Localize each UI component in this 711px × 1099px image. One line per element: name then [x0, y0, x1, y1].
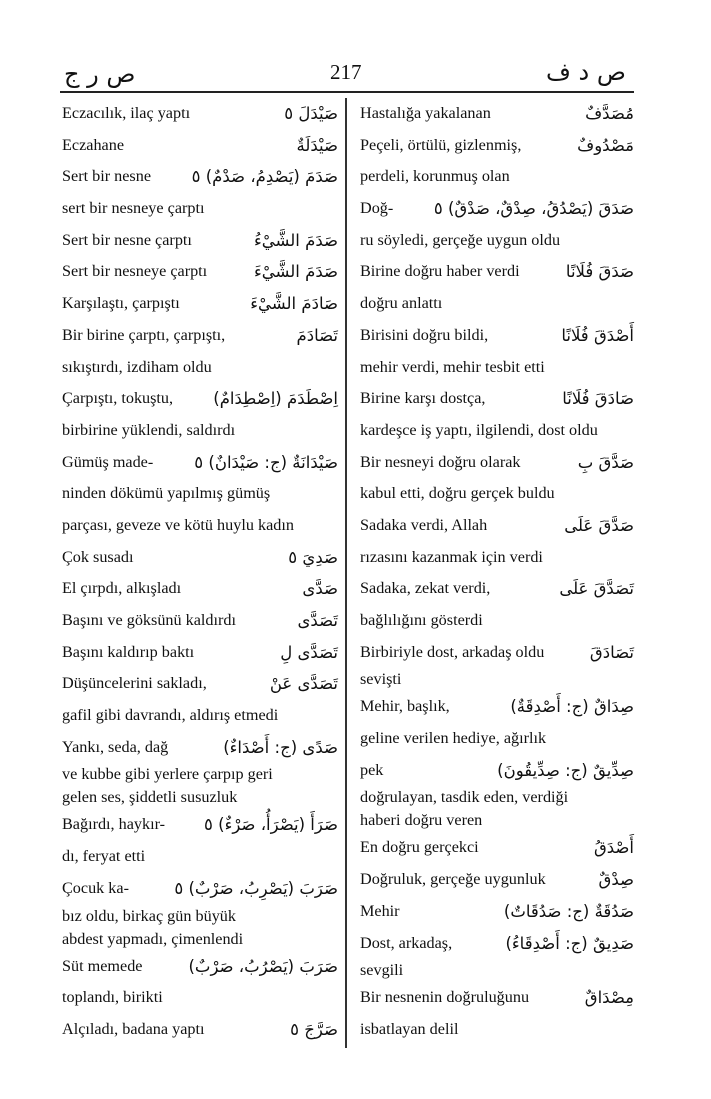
arabic-headword: صِدْقٌ	[598, 870, 634, 890]
dictionary-line	[360, 447, 634, 479]
turkish-definition: sevişti	[360, 670, 402, 689]
turkish-definition: toplandı, birikti	[62, 988, 163, 1007]
turkish-definition: haberi doğru veren	[360, 811, 483, 830]
arabic-headword: صَرَأَ (يَصْرَأُ، صَرْءٌ) ٥	[204, 815, 338, 835]
dictionary-line	[62, 320, 338, 352]
turkish-definition: ve kubbe gibi yerlere çarpıp geri	[62, 765, 273, 784]
dictionary-line	[360, 691, 634, 723]
turkish-definition: Sert bir nesneye çarptı	[62, 262, 208, 281]
turkish-definition: mehir verdi, mehir tesbit etti	[360, 357, 545, 376]
turkish-definition: Bir nesnenin doğruluğunu	[360, 988, 530, 1007]
dictionary-line	[62, 637, 338, 669]
turkish-definition: Doğ-	[360, 199, 394, 218]
turkish-definition: Yankı, seda, dağ	[62, 737, 169, 756]
arabic-headword: صَيْدَلَ ٥	[284, 104, 338, 123]
dictionary-line	[360, 755, 634, 787]
dictionary-line	[360, 161, 634, 193]
turkish-definition: sevgili	[360, 961, 404, 980]
turkish-definition: sert bir nesneye çarptı	[62, 199, 205, 218]
arabic-headword: اِصْطَدَمَ (اِصْطِدَامٌ)	[213, 389, 338, 409]
turkish-definition: ru söyledi, gerçeğe uygun oldu	[360, 230, 561, 249]
dictionary-line	[360, 605, 634, 637]
turkish-definition: ninden dökümü yapılmış gümüş	[62, 484, 271, 503]
arabic-headword: صَدَقَ فُلَانًا	[565, 262, 634, 282]
turkish-definition: Süt memede	[62, 956, 143, 975]
dictionary-line	[62, 98, 338, 130]
dictionary-line	[360, 130, 634, 162]
turkish-definition: parçası, geveze ve kötü huylu kadın	[62, 515, 294, 534]
dictionary-line	[360, 256, 634, 288]
header-left-letters: ص ر ج	[64, 60, 136, 88]
turkish-definition: Karşılaştı, çarpıştı	[62, 294, 180, 313]
turkish-definition: El çırpdı, alkışladı	[62, 579, 182, 598]
arabic-headword: صَرَّجَ ٥	[290, 1019, 338, 1039]
turkish-definition: Sert bir nesne	[62, 167, 152, 186]
dictionary-line	[360, 982, 634, 1014]
arabic-headword: صِدِّيقٌ (ج: صِدِّيقُونَ)	[497, 760, 634, 780]
arabic-headword: تَصَدَّى	[297, 611, 338, 630]
dictionary-line	[62, 478, 338, 510]
dictionary-line	[360, 928, 634, 960]
arabic-headword: صَدَّقَ عَلَى	[564, 515, 634, 535]
dictionary-line	[360, 383, 634, 415]
arabic-headword: تَصَدَّى لِ	[280, 642, 338, 662]
arabic-headword: تَصَادَمَ	[296, 325, 338, 345]
dictionary-line	[62, 732, 338, 764]
arabic-headword: أَصْدَقَ فُلَانًا	[561, 325, 634, 345]
dictionary-line	[360, 668, 634, 691]
turkish-definition: Eczahane	[62, 135, 124, 154]
turkish-definition: birbirine yüklendi, saldırdı	[62, 420, 236, 439]
dictionary-line	[62, 415, 338, 447]
dictionary-line	[360, 864, 634, 896]
arabic-headword: صَدُقَةٌ (ج: صَدُقَاتٌ)	[503, 901, 634, 921]
turkish-definition: bız oldu, birkaç gün büyük	[62, 906, 236, 925]
arabic-headword: مَصْدُوفٌ	[577, 135, 634, 155]
turkish-definition: Bir birine çarptı, çarpıştı,	[62, 325, 226, 344]
dictionary-line	[62, 542, 338, 574]
header-right-letters: ص د ف	[546, 58, 626, 86]
dictionary-line	[360, 959, 634, 982]
dictionary-line	[62, 905, 338, 928]
dictionary-line	[360, 896, 634, 928]
turkish-definition: Mehir	[360, 901, 400, 920]
dictionary-line	[62, 510, 338, 542]
dictionary-line	[62, 573, 338, 605]
dictionary-line	[62, 130, 338, 162]
turkish-definition: Sadaka, zekat verdi,	[360, 579, 491, 598]
turkish-definition: Sert bir nesne çarptı	[62, 230, 192, 249]
dictionary-line	[62, 288, 338, 320]
turkish-definition: Sadaka verdi, Allah	[360, 515, 488, 534]
dictionary-line	[62, 841, 338, 873]
dictionary-line	[360, 809, 634, 832]
dictionary-line	[62, 786, 338, 809]
turkish-definition: Bağırdı, haykır-	[62, 815, 166, 834]
arabic-headword: تَصَدَّقَ عَلَى	[559, 579, 634, 599]
dictionary-line	[62, 447, 338, 479]
arabic-headword: أَصْدَقُ	[593, 838, 634, 858]
turkish-definition: Peçeli, örtülü, gizlenmiş,	[360, 135, 522, 154]
dictionary-line	[62, 383, 338, 415]
arabic-headword: صَدِيقٌ (ج: أَصْدِقَاءُ)	[505, 933, 634, 953]
page-number: 217	[330, 60, 362, 84]
dictionary-line	[62, 700, 338, 732]
turkish-definition: Başını kaldırıp baktı	[62, 642, 195, 661]
dictionary-line	[360, 637, 634, 669]
dictionary-line	[62, 668, 338, 700]
dictionary-line	[360, 786, 634, 809]
turkish-definition: Başını ve göksünü kaldırdı	[62, 611, 236, 629]
dictionary-line	[62, 225, 338, 257]
dictionary-line	[62, 809, 338, 841]
turkish-definition: pek	[360, 760, 384, 779]
dictionary-line	[62, 605, 338, 637]
arabic-headword: صَدًى (ج: أَصْدَاءٌ)	[223, 737, 338, 757]
arabic-headword: تَصَدَّى عَنْ	[269, 674, 338, 694]
turkish-definition: Düşüncelerini sakladı,	[62, 674, 207, 693]
dictionary-line	[360, 98, 634, 130]
arabic-headword: صَيْدَلَةٌ	[296, 135, 338, 155]
turkish-definition: Mehir, başlık,	[360, 697, 450, 716]
dictionary-line	[360, 542, 634, 574]
dictionary-line	[62, 982, 338, 1014]
column-divider	[345, 98, 347, 1048]
turkish-definition: Alçıladı, badana yaptı	[62, 1019, 205, 1038]
turkish-definition: Dost, arkadaş,	[360, 933, 453, 952]
arabic-headword: صَدَّقَ بِ	[577, 452, 634, 472]
arabic-headword: صَرَبَ (يَصْرُبُ، صَرْبٌ)	[188, 956, 338, 976]
dictionary-line	[360, 478, 634, 510]
dictionary-line	[360, 1014, 634, 1046]
turkish-definition: Çarpıştı, tokuştu,	[62, 389, 174, 408]
dictionary-line	[62, 873, 338, 905]
turkish-definition: rızasını kazanmak için verdi	[360, 547, 543, 566]
turkish-definition: Gümüş made-	[62, 452, 154, 471]
dictionary-line	[360, 573, 634, 605]
turkish-definition: Eczacılık, ilaç yaptı	[62, 104, 191, 122]
turkish-definition: kabul etti, doğru gerçek buldu	[360, 484, 555, 503]
dictionary-line	[62, 256, 338, 288]
arabic-headword: صَدَّى	[302, 579, 338, 599]
turkish-definition: Doğruluk, gerçeğe uygunluk	[360, 870, 546, 889]
arabic-headword: مِصْدَاقٌ	[584, 988, 634, 1008]
turkish-definition: isbatlayan delil	[360, 1019, 459, 1038]
dictionary-line	[360, 723, 634, 755]
dictionary-line	[62, 352, 338, 384]
turkish-definition: abdest yapmadı, çimenlendi	[62, 929, 244, 948]
turkish-definition: dı, feryat etti	[62, 847, 146, 866]
turkish-definition: En doğru gerçekci	[360, 838, 479, 857]
turkish-definition: sıkıştırdı, izdiham oldu	[62, 357, 212, 376]
arabic-headword: صَدَقَ (يَصْدُقُ، صِدْقٌ، صَدْقٌ) ٥	[433, 199, 634, 219]
dictionary-line	[360, 225, 634, 257]
turkish-definition: Çok susadı	[62, 547, 134, 566]
turkish-definition: Birbiriyle dost, arkadaş oldu	[360, 642, 545, 661]
turkish-definition: Bir nesneyi doğru olarak	[360, 452, 521, 471]
dictionary-line	[62, 951, 338, 983]
arabic-headword: صَدِيَ ٥	[288, 547, 338, 567]
turkish-definition: Birine karşı dostça,	[360, 389, 486, 408]
dictionary-line	[360, 352, 634, 384]
arabic-headword: صَدَمَ (يَصْدِمُ، صَدْمٌ) ٥	[191, 167, 338, 187]
dictionary-line	[360, 320, 634, 352]
dictionary-line	[62, 763, 338, 786]
arabic-headword: تَصَادَقَ	[589, 642, 634, 662]
dictionary-line	[360, 510, 634, 542]
turkish-definition: doğrulayan, tasdik eden, verdiği	[360, 788, 569, 807]
turkish-definition: doğru anlattı	[360, 294, 443, 313]
right-column	[360, 98, 634, 1046]
arabic-headword: صِدَاقٌ (ج: أَصْدِقَةٌ)	[510, 697, 634, 717]
arabic-headword: مُصَدَّفٌ	[585, 104, 634, 123]
turkish-definition: perdeli, korunmuş olan	[360, 167, 510, 186]
turkish-definition: kardeşce iş yaptı, ilgilendi, dost oldu	[360, 420, 598, 439]
dictionary-line	[360, 832, 634, 864]
arabic-headword: صَيْدَانَةٌ (ج: صَيْدَانٌ) ٥	[194, 452, 338, 472]
turkish-definition: Birine doğru haber verdi	[360, 262, 520, 281]
dictionary-line	[62, 161, 338, 193]
dictionary-line	[62, 193, 338, 225]
turkish-definition: gelen ses, şiddetli susuzluk	[62, 788, 238, 807]
header-rule	[60, 91, 634, 93]
turkish-definition: bağlılığını gösterdi	[360, 611, 483, 629]
turkish-definition: Çocuk ka-	[62, 878, 129, 897]
turkish-definition: geline verilen hediye, ağırlık	[360, 729, 547, 748]
arabic-headword: صَادَمَ الشَّيْءَ	[250, 294, 338, 314]
arabic-headword: صَادَقَ فُلَانًا	[562, 389, 634, 409]
turkish-definition: Hastalığa yakalanan	[360, 104, 491, 122]
dictionary-line	[360, 193, 634, 225]
dictionary-line	[360, 288, 634, 320]
arabic-headword: صَدَمَ الشَّيْءُ	[254, 230, 338, 250]
arabic-headword: صَدَمَ الشَّيْءَ	[254, 262, 338, 282]
turkish-definition: gafil gibi davrandı, aldırış etmedi	[62, 706, 279, 725]
left-column	[62, 98, 338, 1046]
arabic-headword: صَرَبَ (يَصْرِبُ، صَرْبٌ) ٥	[174, 878, 338, 898]
dictionary-line	[360, 415, 634, 447]
dictionary-line	[62, 928, 338, 951]
page-header	[0, 0, 711, 96]
turkish-definition: Birisini doğru bildi,	[360, 325, 489, 344]
dictionary-line	[62, 1014, 338, 1046]
